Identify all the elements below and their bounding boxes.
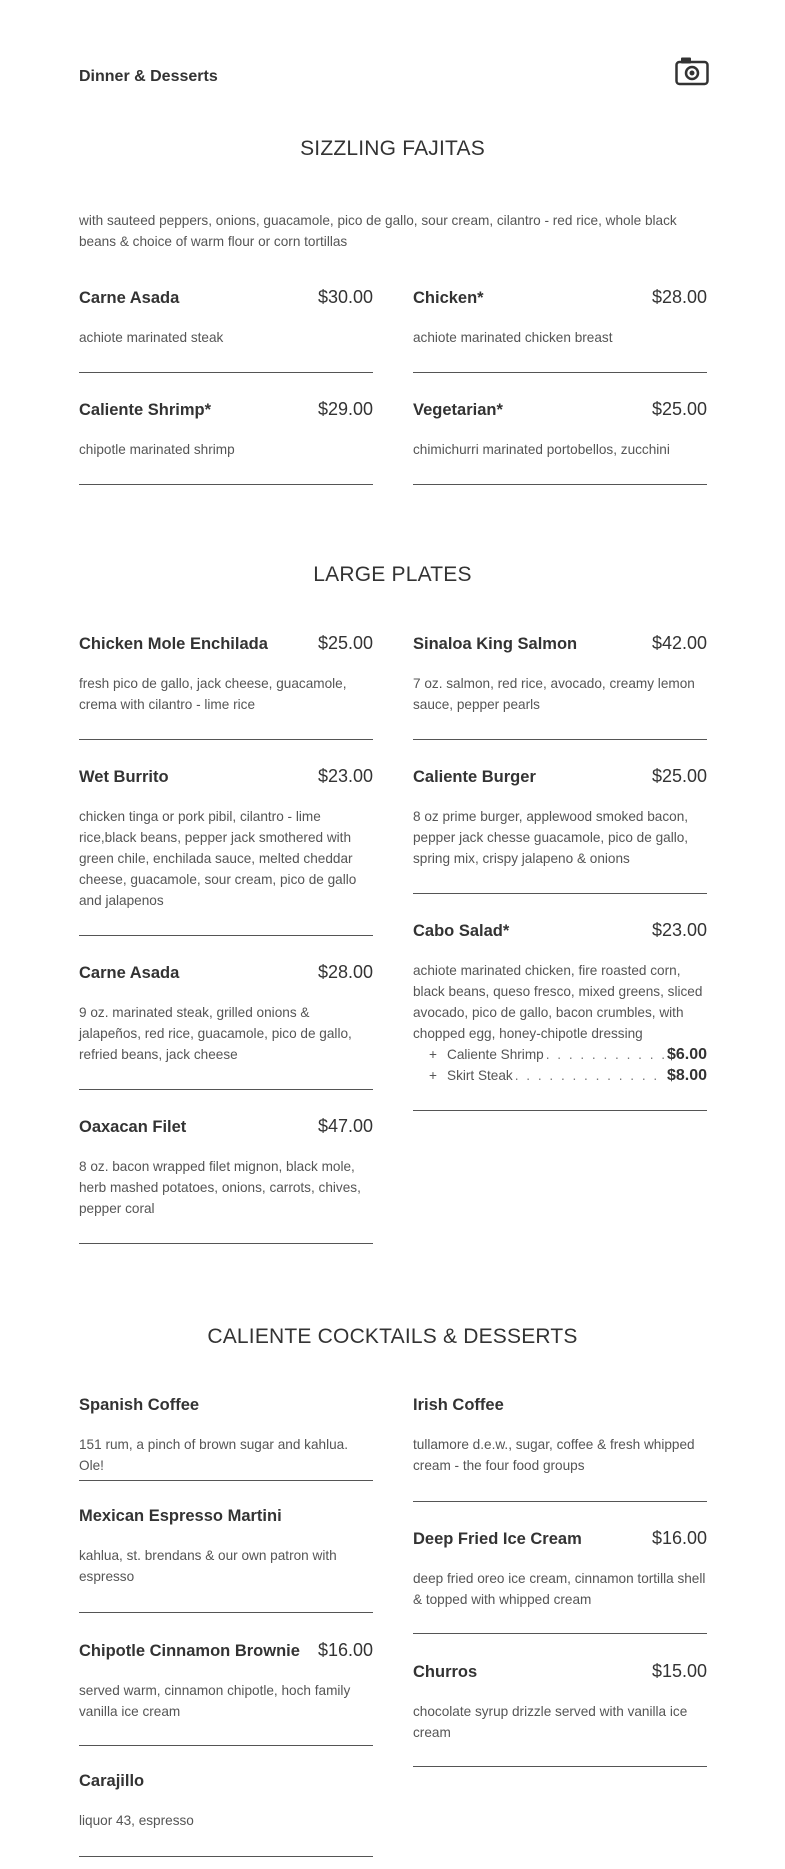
item-description: 8 oz prime burger, applewood smoked bacon, pepper jack chesse guacamole, pico de gallo, spring mix, crispy jalapeno & onions [413, 809, 689, 866]
item-divider [79, 1480, 373, 1481]
item-name: Chipotle Cinnamon Brownie [79, 1642, 300, 1660]
menu-item [79, 962, 373, 1065]
item-price: $30.00 [317, 287, 373, 307]
section-title-plates: LARGE PLATES [313, 563, 472, 586]
item-divider [413, 1633, 707, 1634]
section-title-cocktails: CALIENTE COCKTAILS & DESSERTS [207, 1325, 578, 1348]
menu-item [79, 1396, 373, 1476]
item-divider [413, 739, 707, 740]
menu-item [79, 1507, 373, 1587]
addon-price: $8.00 [666, 1067, 707, 1084]
item-name: Caliente Burger [413, 768, 536, 786]
menu-item [413, 287, 707, 348]
menu-item [79, 1116, 373, 1219]
item-name: Carne Asada [79, 289, 180, 307]
menu-item [413, 399, 707, 460]
item-price: $42.00 [651, 633, 707, 653]
item-description: achiote marinated chicken breast [413, 330, 613, 345]
item-description: liquor 43, espresso [79, 1813, 194, 1828]
item-name: Irish Coffee [413, 1396, 504, 1414]
item-description: achiote marinated chicken, fire roasted corn, black beans, queso fresco, mixed greens, sliced avocado, pico de gallo, bacon crumbles, with chopped egg, honey-chipotle dressing [413, 963, 703, 1041]
item-description: achiote marinated steak [79, 330, 224, 345]
item-divider [79, 1856, 373, 1857]
item-name: Churros [413, 1663, 478, 1681]
item-name: Mexican Espresso Martini [79, 1507, 282, 1525]
item-description: 7 oz. salmon, red rice, avocado, creamy lemon sauce, pepper pearls [413, 676, 695, 712]
item-description: chocolate syrup drizzle served with vanilla ice cream [413, 1704, 688, 1740]
addon-label: Skirt Steak [447, 1068, 513, 1083]
menu-item [79, 766, 373, 911]
menu-item [413, 1396, 707, 1476]
item-description: chimichurri marinated portobellos, zucchini [413, 442, 670, 457]
menu-item [413, 920, 707, 1086]
item-name: Chicken* [413, 289, 484, 307]
dot-leader [515, 1065, 665, 1086]
section-description-fajitas: with sauteed peppers, onions, guacamole, pico de gallo, sour cream, cilantro - red rice, whole black beans & choice of warm flour or corn tortillas [79, 213, 677, 249]
item-description: fresh pico de gallo, jack cheese, guacamole, crema with cilantro - lime rice [79, 676, 347, 712]
item-price: $25.00 [317, 633, 373, 653]
menu-item [79, 287, 373, 348]
item-name: Vegetarian* [413, 401, 503, 419]
item-name: Oaxacan Filet [79, 1118, 187, 1136]
item-divider [413, 1501, 707, 1502]
addon-price: $6.00 [666, 1046, 707, 1063]
item-divider [79, 372, 373, 373]
item-description: 9 oz. marinated steak, grilled onions & jalapeños, red rice, guacamole, pico de gallo, refried beans, jack cheese [79, 1005, 352, 1062]
item-price: $25.00 [651, 399, 707, 419]
menu-item [413, 1661, 707, 1743]
item-name: Sinaloa King Salmon [413, 635, 578, 653]
menu-item [79, 1772, 373, 1831]
addon-item [413, 1044, 707, 1065]
item-divider [79, 484, 373, 485]
item-divider [413, 893, 707, 894]
item-name: Wet Burrito [79, 768, 169, 786]
camera-icon[interactable] [675, 56, 709, 86]
menu-item [413, 1528, 707, 1610]
item-name: Cabo Salad* [413, 922, 510, 940]
item-price: $23.00 [651, 920, 707, 940]
plus-icon: + [429, 1047, 437, 1062]
addon-list [413, 1044, 707, 1086]
item-price: $16.00 [651, 1528, 707, 1548]
item-name: Carne Asada [79, 964, 180, 982]
item-description: tullamore d.e.w., sugar, coffee & fresh whipped cream - the four food groups [413, 1437, 695, 1473]
item-price: $29.00 [317, 399, 373, 419]
plus-icon: + [429, 1068, 437, 1083]
item-price: $15.00 [651, 1661, 707, 1681]
item-name: Deep Fried Ice Cream [413, 1530, 582, 1548]
item-price: $16.00 [317, 1640, 373, 1660]
item-description: chipotle marinated shrimp [79, 442, 235, 457]
item-price: $28.00 [651, 287, 707, 307]
addon-item [413, 1065, 707, 1086]
item-divider [79, 1243, 373, 1244]
addon-label: Caliente Shrimp [447, 1047, 544, 1062]
menu-item [413, 766, 707, 869]
item-description: 151 rum, a pinch of brown sugar and kahlua. Ole! [79, 1437, 349, 1473]
item-description: chicken tinga or pork pibil, cilantro - lime rice,black beans, pepper jack smothered with green chile, enchilada sauce, melted cheddar cheese, guacamole, sour cream, pico de gallo and jalapenos [79, 809, 357, 908]
item-name: Chicken Mole Enchilada [79, 635, 268, 653]
item-divider [79, 935, 373, 936]
menu-item [413, 633, 707, 715]
item-divider [79, 1089, 373, 1090]
item-divider [79, 1745, 373, 1746]
item-description: 8 oz. bacon wrapped filet mignon, black mole, herb mashed potatoes, onions, carrots, chives, pepper coral [79, 1159, 361, 1216]
item-divider [413, 372, 707, 373]
item-price: $28.00 [317, 962, 373, 982]
menu-header-title: Dinner & Desserts [79, 68, 218, 85]
item-description: deep fried oreo ice cream, cinnamon tortilla shell & topped with whipped cream [413, 1571, 706, 1607]
menu-item [79, 399, 373, 460]
item-description: kahlua, st. brendans & our own patron with espresso [79, 1548, 337, 1584]
item-divider [413, 1110, 707, 1111]
item-name: Carajillo [79, 1772, 145, 1790]
item-price: $47.00 [317, 1116, 373, 1136]
menu-item [79, 633, 373, 715]
section-title-fajitas: SIZZLING FAJITAS [300, 137, 485, 160]
menu-item [79, 1640, 373, 1722]
dot-leader [546, 1044, 665, 1065]
item-divider [79, 739, 373, 740]
item-price: $23.00 [317, 766, 373, 786]
item-name: Spanish Coffee [79, 1396, 200, 1414]
item-price: $25.00 [651, 766, 707, 786]
item-description: served warm, cinnamon chipotle, hoch family vanilla ice cream [79, 1683, 351, 1719]
item-divider [79, 1612, 373, 1613]
item-divider [413, 484, 707, 485]
item-divider [413, 1766, 707, 1767]
item-name: Caliente Shrimp* [79, 401, 212, 419]
